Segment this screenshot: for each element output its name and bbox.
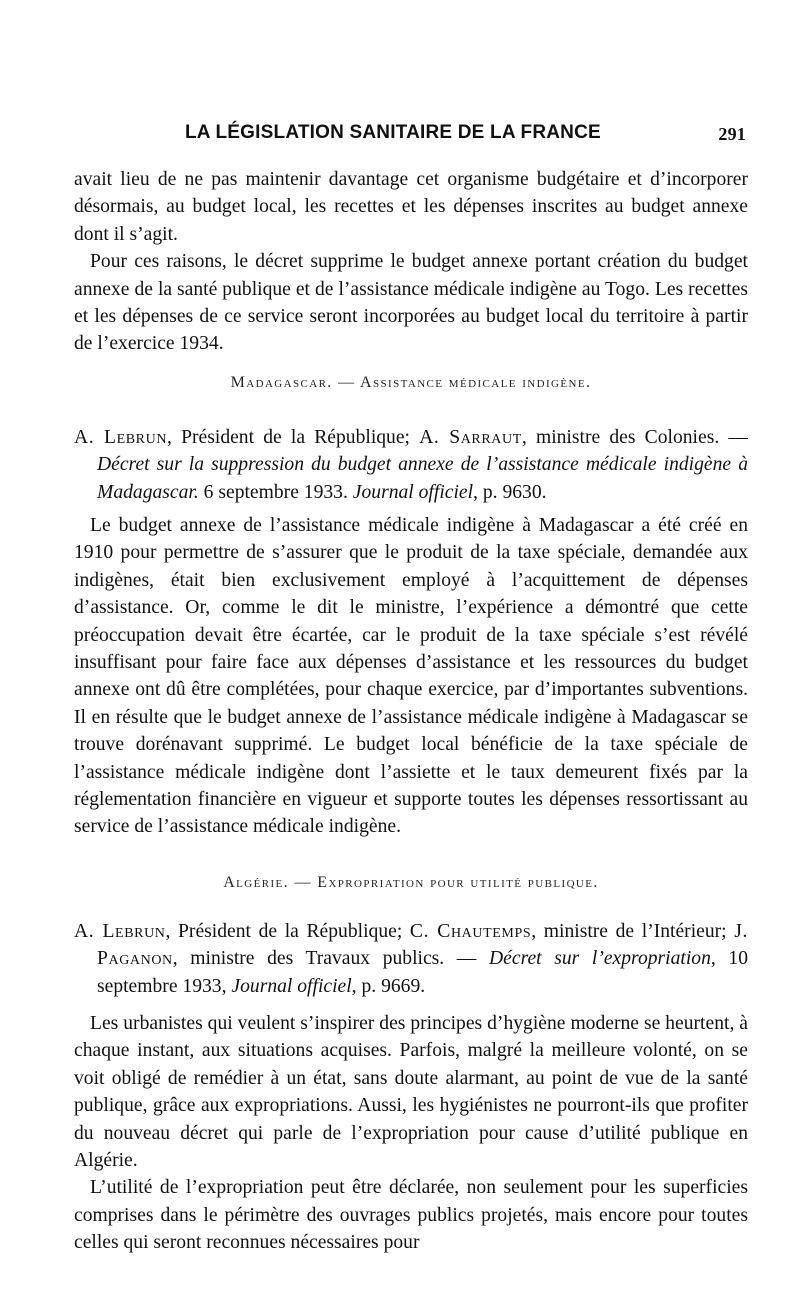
journal-name: Journal officiel bbox=[352, 481, 474, 503]
signatory-name: A. Sarraut bbox=[419, 427, 522, 448]
journal-page: , p. 9669. bbox=[351, 975, 426, 997]
signatory-name: J. Paganon bbox=[97, 921, 748, 970]
signatory-role: , Président de la République; bbox=[167, 427, 420, 448]
heading-subject: Expropriation pour utilité publique. bbox=[317, 874, 599, 891]
journal-page: , p. 9630. bbox=[473, 481, 547, 503]
paragraph-continued: avait lieu de ne pas maintenir davantage cet organisme budgétaire et d’incorporer désormais, au budget local, les recettes et les dépenses inscrites au budget annexe dont il s’agit. bbox=[74, 169, 748, 245]
heading-subject: Assistance médicale indigène. bbox=[360, 374, 592, 391]
paragraph-utilite: L’utilité de l’expropriation peut être déclarée, non seulement pour les superficies comprises dans le périmètre des ouvrages publics projetés, mais encore pour toutes celles qui seront reconnues nécessaires pour bbox=[74, 1177, 748, 1254]
decree-reference-madagascar bbox=[74, 424, 748, 506]
section-heading-algerie bbox=[74, 874, 748, 892]
paragraph-togo: Pour ces raisons, le décret supprime le budget annexe portant création du budget annexe de la santé publique et de l’assistance médicale indigène au Togo. Les recettes et les dépenses de ce service seront incorporées au budget local du territoire à partir de l’exercice 1934. bbox=[74, 251, 748, 355]
signatory-role: , Président de la République; bbox=[165, 921, 410, 942]
intro-block bbox=[74, 166, 748, 358]
paragraph-urbanistes: Les urbanistes qui veulent s’inspirer des principes d’hygiène moderne se heurtent, à chaque instant, aux situations acquises. Parfois, malgré la meilleure volonté, on se voit obligé de remédier à un état, sans doute alarmant, au point de vue de la santé publique, grâce aux expropriations. Aussi, les hygiénistes ne pourront-ils que profiter du nouveau décret qui parle de l’expropriation pour cause d’utilité publique en Algérie. bbox=[74, 1013, 748, 1172]
decree-citation bbox=[74, 918, 748, 1000]
algerie-body bbox=[74, 1010, 748, 1257]
running-title: LA LÉGISLATION SANITAIRE DE LA FRANCE bbox=[185, 122, 601, 143]
running-header bbox=[80, 122, 746, 148]
signatory-role: , ministre de l’Intérieur; bbox=[531, 921, 735, 942]
heading-place: Algérie. bbox=[223, 874, 290, 891]
signatory-role: , ministre des Travaux publics. — bbox=[172, 948, 490, 970]
heading-dash: — bbox=[289, 874, 318, 891]
decree-date: , 10 septembre 1933, bbox=[97, 948, 748, 997]
paragraph-madagascar: Le budget annexe de l’assistance médicale indigène à Madagascar a été créé en 1910 pour permettre de s’assurer que le produit de la taxe spéciale, demandée aux indigènes, était bien exclusivement employé à l’acquittement de dépenses d’assistance. Or, comme le dit le ministre, l’expérience a démontré que cette préoccupation devait être écartée, car le produit de la taxe spéciale s’est révélé insuffisant pour faire face aux dépenses d’assistance et les ressources du budget annexe ont dû être complétées, pour chaque exercice, par d’importantes subventions. Il en résulte que le budget annexe de l’assistance médicale indigène à Madagascar se trouve dorénavant supprimé. Le budget local bénéficie de la taxe spéciale de l’assistance médicale indigène dont l’assiette et le taux demeurent fixés par la réglementation financière en vigueur et supporte toutes les dépenses ressortissant au service de l’assistance médicale indigène. bbox=[74, 515, 748, 838]
signatory-name: A. Lebrun bbox=[74, 921, 166, 942]
decree-date: 6 septembre 1933. bbox=[198, 481, 353, 503]
decree-title: Décret sur la suppression du budget annexe de l’assistance médicale indigène à Madagascar. bbox=[97, 454, 748, 503]
decree-title: Décret sur l’expropriation bbox=[489, 948, 711, 970]
decree-reference-algerie bbox=[74, 918, 748, 1000]
signatory-name: A. Lebrun bbox=[74, 427, 168, 448]
signatory-name: C. Chautemps bbox=[409, 921, 532, 942]
section-heading-madagascar bbox=[74, 374, 748, 392]
madagascar-body bbox=[74, 512, 748, 841]
decree-citation bbox=[74, 424, 748, 506]
heading-place: Madagascar. bbox=[230, 374, 333, 391]
signatory-role: , ministre des Colonies. — bbox=[521, 427, 748, 448]
page-number: 291 bbox=[718, 124, 746, 144]
heading-dash: — bbox=[332, 374, 361, 391]
journal-name: Journal officiel bbox=[231, 975, 352, 997]
